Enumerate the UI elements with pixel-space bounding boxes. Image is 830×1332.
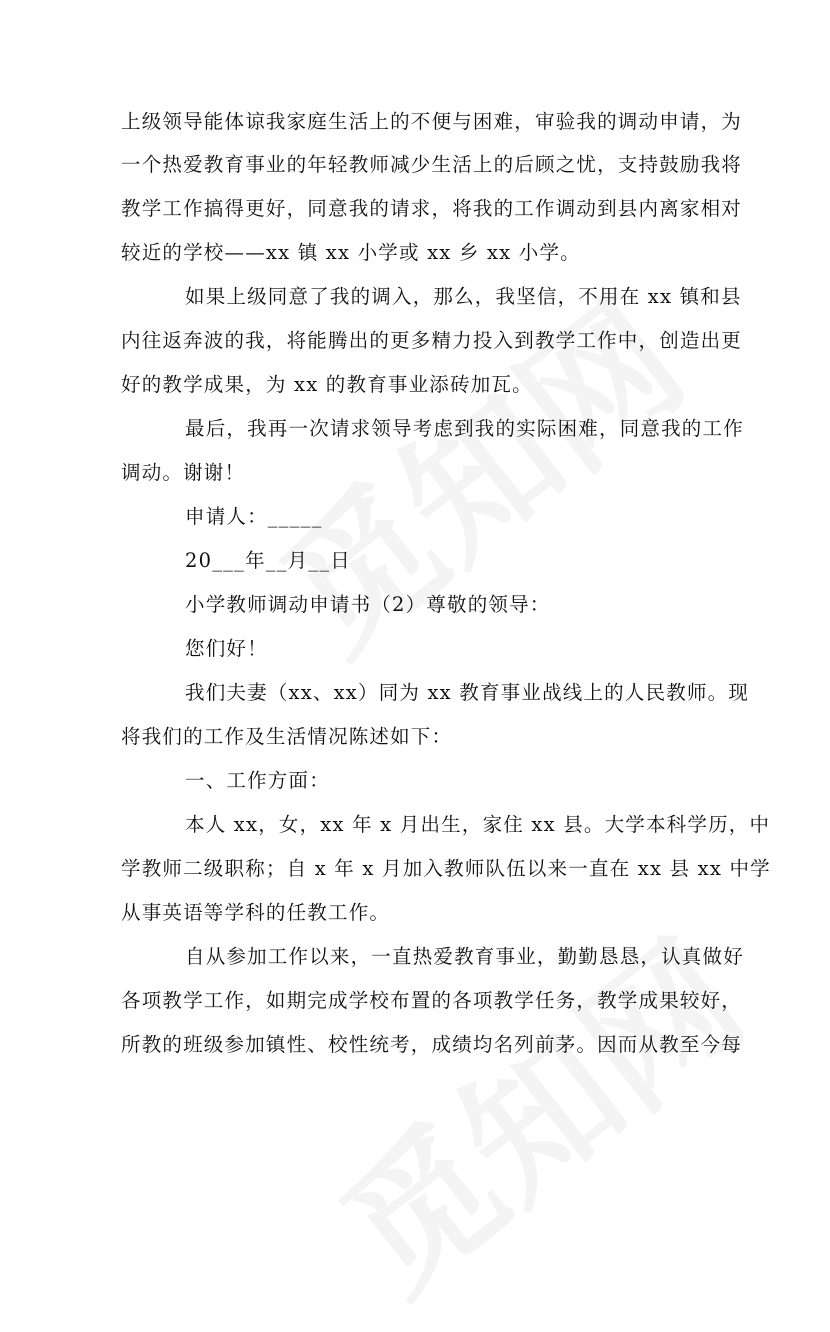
text-line: 较近的学校——xx 镇 xx 小学或 xx 乡 xx 小学。 xyxy=(121,241,581,264)
text-line: 各项教学工作，如期完成学校布置的各项教学任务，教学成果较好， xyxy=(121,989,743,1012)
text-line: 自从参加工作以来，一直热爱教育事业，勤勤恳恳，认真做好 xyxy=(185,945,744,968)
greeting: 您们好！ xyxy=(185,637,268,660)
text-line: 将我们的工作及生活情况陈述如下： xyxy=(121,725,453,748)
section-heading: 小学教师调动申请书（2）尊敬的领导： xyxy=(185,593,551,616)
text-line: 教学工作搞得更好，同意我的请求，将我的工作调动到县内离家相对 xyxy=(121,197,743,220)
text-line: 一个热爱教育事业的年轻教师减少生活上的后顾之忧，支持鼓励我将 xyxy=(121,153,743,176)
subsection-heading: 一、工作方面： xyxy=(185,769,330,792)
text-line: 我们夫妻（xx、xx）同为 xx 教育事业战线上的人民教师。现 xyxy=(185,681,750,704)
text-line: 如果上级同意了我的调入，那么，我坚信，不用在 xx 镇和县 xyxy=(185,285,742,308)
text-line: 内往返奔波的我，将能腾出的更多精力投入到教学工作中，创造出更 xyxy=(121,329,743,352)
text-line: 本人 xx，女，xx 年 x 月出生，家住 xx 县。大学本科学历，中 xyxy=(185,813,771,836)
text-line: 好的教学成果，为 xx 的教育事业添砖加瓦。 xyxy=(121,373,533,396)
text-line: 上级领导能体谅我家庭生活上的不便与困难，审验我的调动申请，为 xyxy=(121,110,743,133)
date-line: 20___年__月__日 xyxy=(185,549,351,572)
text-line: 所教的班级参加镇性、校性统考，成绩均名列前茅。因而从教至今每 xyxy=(121,1033,743,1056)
text-line: 学教师二级职称；自 x 年 x 月加入教师队伍以来一直在 xx 县 xx 中学 xyxy=(121,857,771,880)
text-line: 调动。谢谢！ xyxy=(121,461,246,484)
text-line: 最后，我再一次请求领导考虑到我的实际困难，同意我的工作 xyxy=(185,417,744,440)
text-line: 从事英语等学科的任教工作。 xyxy=(121,901,391,924)
applicant-line: 申请人：_____ xyxy=(185,505,323,528)
